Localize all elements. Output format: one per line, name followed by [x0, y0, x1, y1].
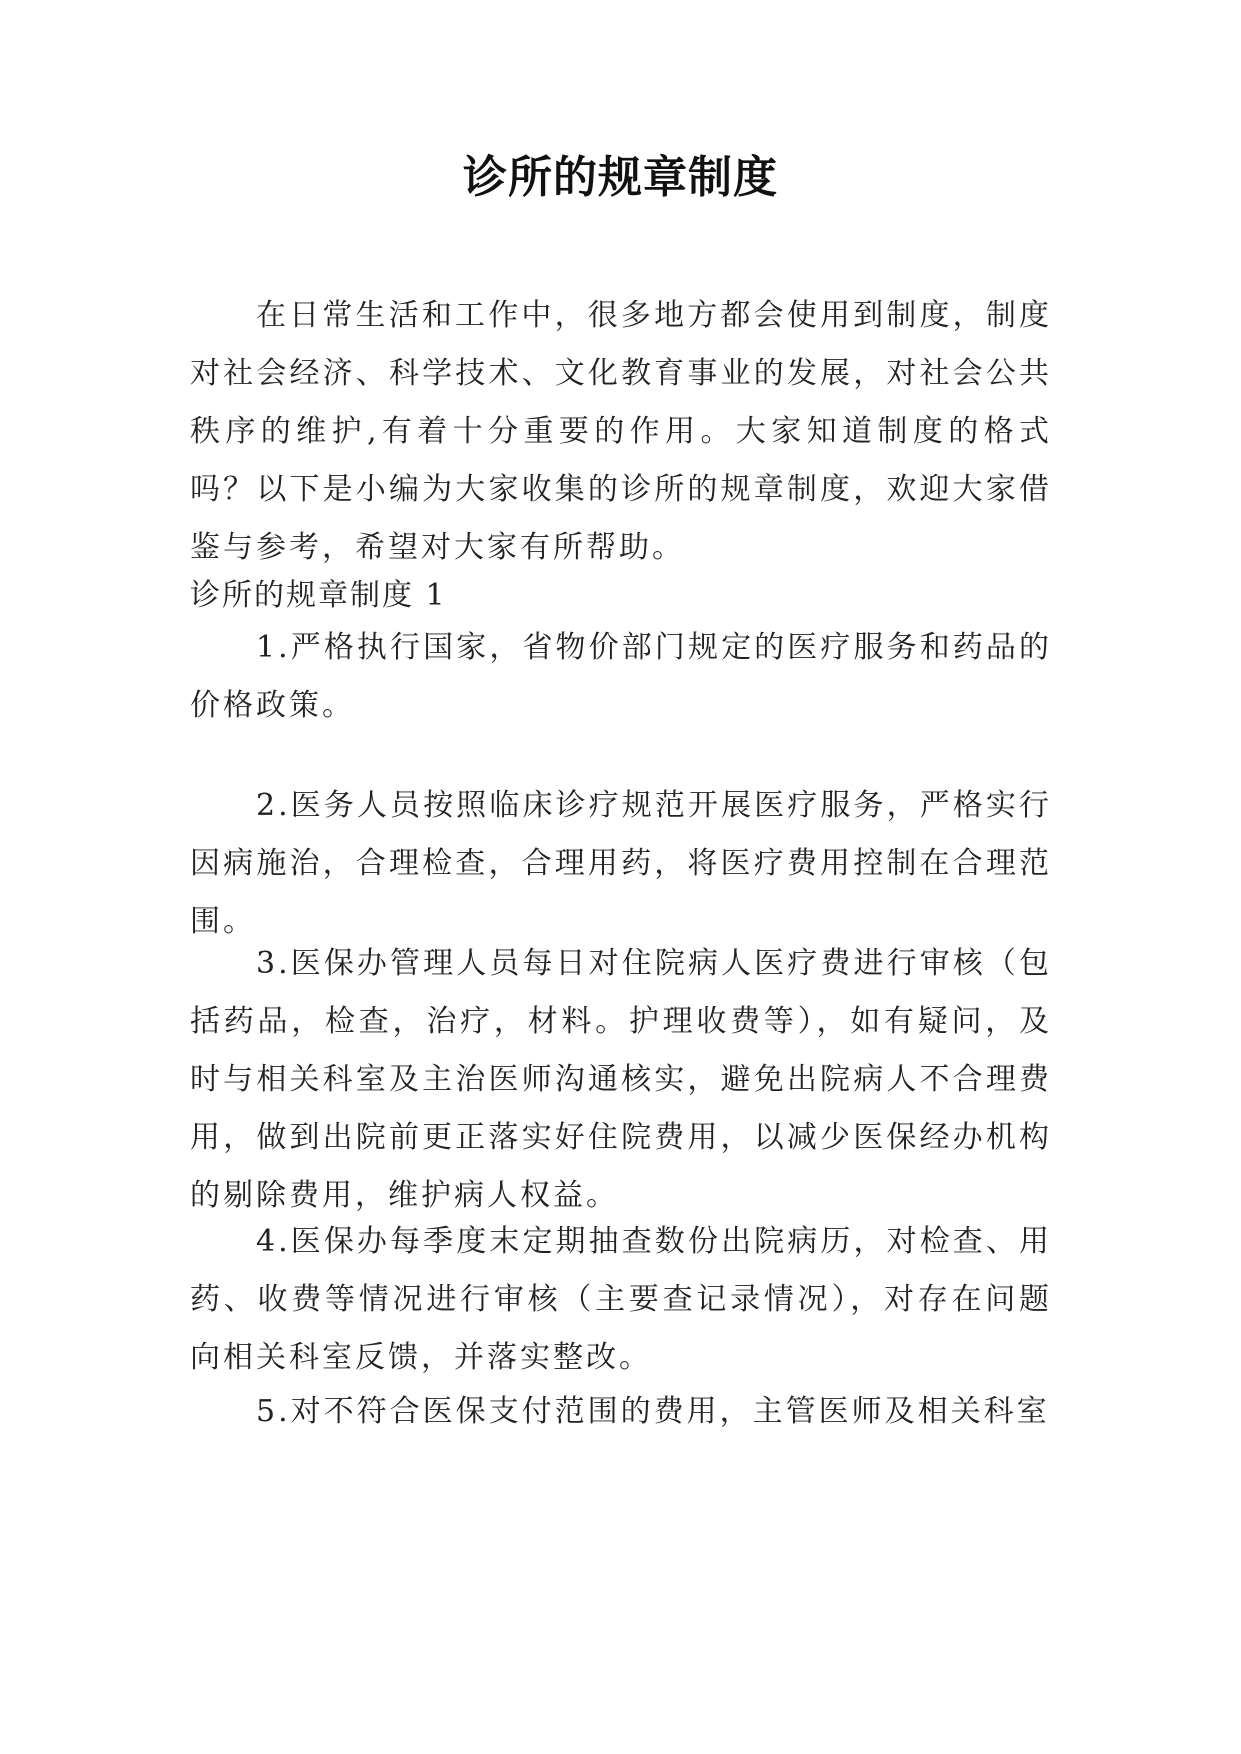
item-3-block	[190, 935, 1052, 1225]
item-5-block	[190, 1383, 1052, 1441]
intro-paragraph: 在日常生活和工作中，很多地方都会使用到制度，制度对社会经济、科学技术、文化教育事业的发展，对社会公共秩序的维护,有着十分重要的作用。大家知道制度的格式吗？以下是小编为大家收集的诊所的规章制度，欢迎大家借鉴与参考，希望对大家有所帮助。	[190, 298, 1052, 565]
document-title: 诊所的规章制度	[463, 152, 778, 203]
section-heading: 诊所的规章制度 1	[190, 578, 447, 613]
item-4-block	[190, 1213, 1052, 1387]
intro-block	[190, 287, 1052, 577]
item-1-block	[190, 619, 1052, 735]
rule-item-2: 2.医务人员按照临床诊疗规范开展医疗服务，严格实行因病施治，合理检查，合理用药，将医疗费用控制在合理范围。	[190, 788, 1052, 939]
rule-item-4: 4.医保办每季度末定期抽查数份出院病历，对检查、用药、收费等情况进行审核（主要查记录情况），对存在问题向相关科室反馈，并落实整改。	[190, 1224, 1052, 1375]
rule-item-5: 5.对不符合医保支付范围的费用，主管医师及相关科室	[256, 1394, 1050, 1429]
item-2-block	[190, 777, 1052, 951]
rule-item-1: 1.严格执行国家，省物价部门规定的医疗服务和药品的价格政策。	[190, 630, 1052, 723]
rule-item-3: 3.医保办管理人员每日对住院病人医疗费进行审核（包括药品，检查，治疗，材料。护理收费等），如有疑问，及时与相关科室及主治医师沟通核实，避免出院病人不合理费用，做到出院前更正落实好住院费用，以减少医保经办机构的剔除费用，维护病人权益。	[190, 946, 1052, 1213]
